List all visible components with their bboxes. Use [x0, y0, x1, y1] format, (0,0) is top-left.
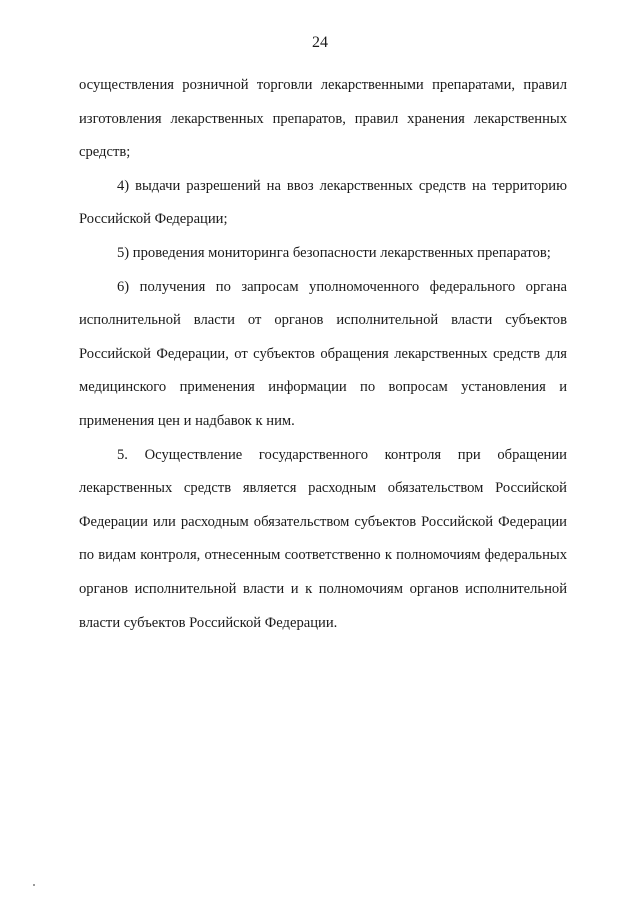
paragraph-item-5: 5) проведения мониторинга безопасности лекарственных препаратов;	[117, 244, 551, 261]
paragraph-section-5: 5. Осуществление государственного контроля при обращении лекарственных средств является расходным обязательством Российской Федерации или расходным обязательством субъектов Российской Федерации по видам контроля, отнесенным соответственно к полномочиям федеральных органов исполнительной власти и к полномочиям органов исполнительной власти субъектов Российской Федерации.	[79, 446, 567, 631]
paragraph-continuation: осуществления розничной торговли лекарственными препаратами, правил изготовления лекарственных препаратов, правил хранения лекарственных средств;	[79, 77, 567, 161]
page-number: 24	[312, 34, 328, 51]
paragraph-item-4: 4) выдачи разрешений на ввоз лекарственных средств на территорию Российской Федерации;	[79, 177, 567, 228]
document-body	[79, 69, 567, 640]
paragraph-item-6: 6) получения по запросам уполномоченного федерального органа исполнительной власти от органов исполнительной власти субъектов Российской Федерации, от субъектов обращения лекарственных средств для медицинского применения информации по вопросам установления и применения цен и надбавок к ним.	[79, 278, 567, 429]
scan-speck	[33, 884, 35, 886]
